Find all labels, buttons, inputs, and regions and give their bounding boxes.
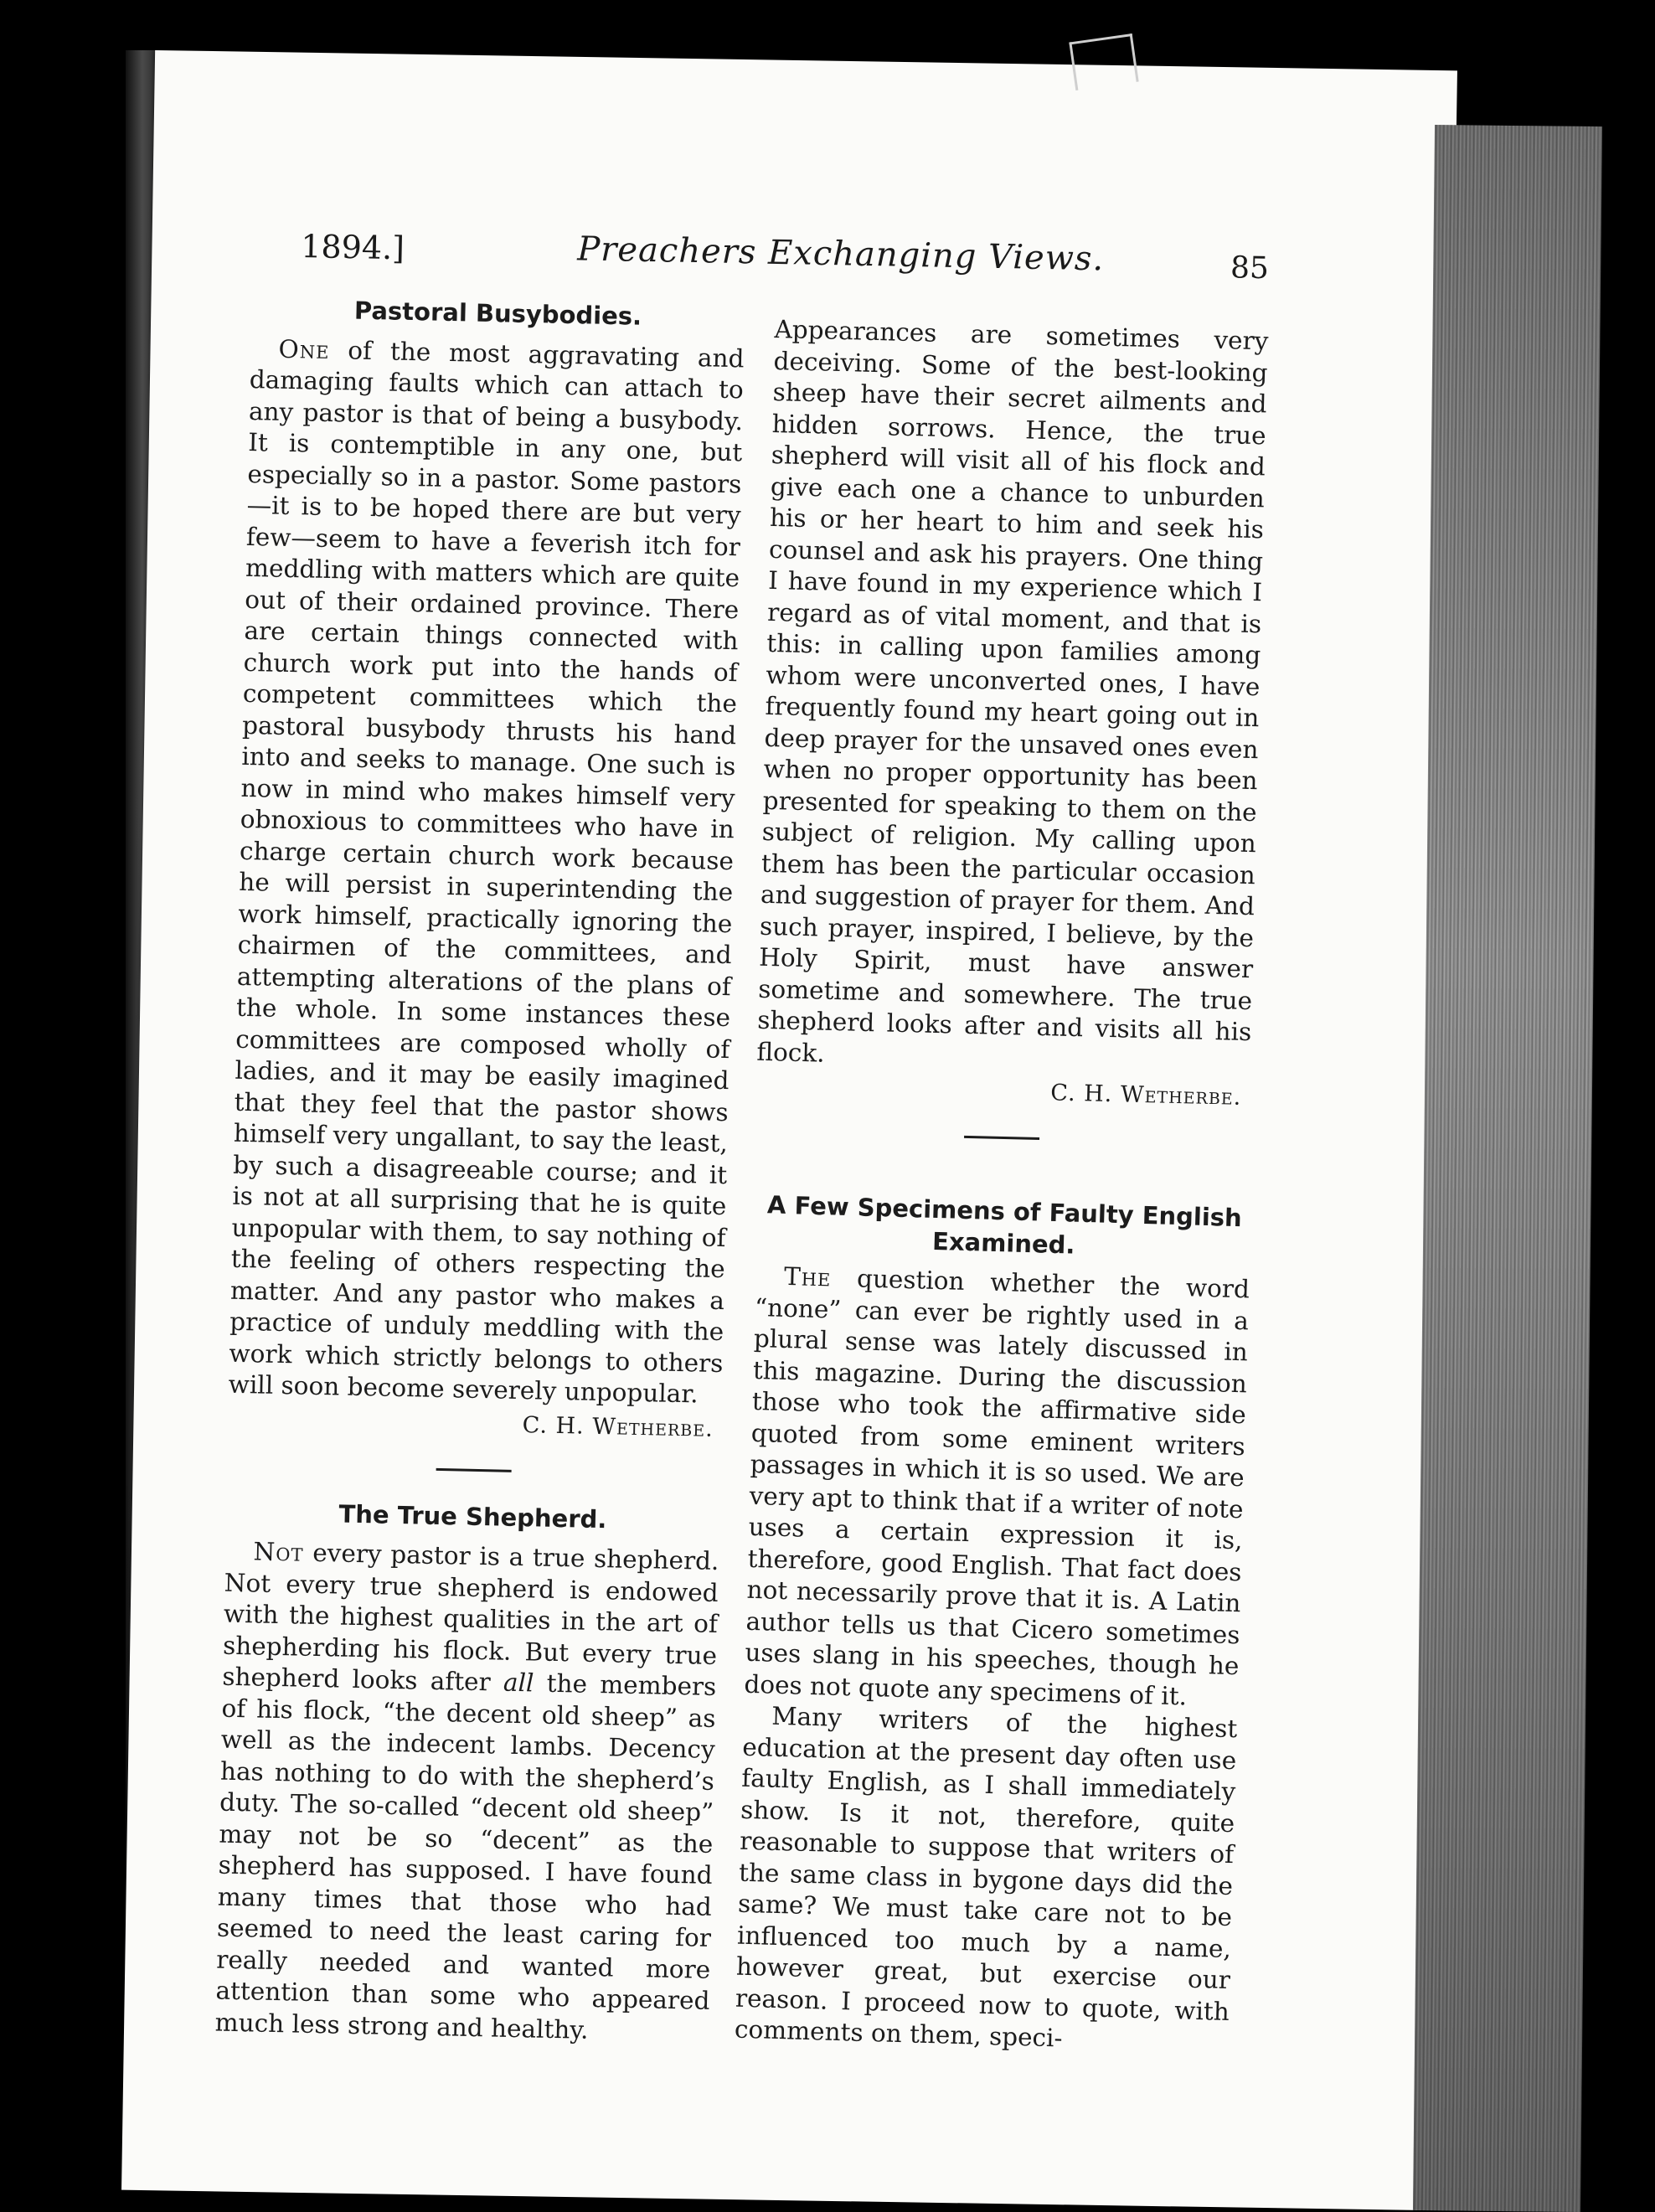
article-title-faulty-english: A Few Specimens of Faulty English Examined. [766, 1190, 1243, 1260]
body-text: of the most aggravating and damaging faults which can attach to any pastor is that of being a busybody. It is contemptible in any one, but especially so in a pastor. Some pastors—it is to be hoped there are but very few—seem to have a feverish itch for meddling with matters which are quite out of their ordained province. There are certain things connected with church work put into the hands of competent committees which the pastoral busybody thrusts his hand into and seeks to manage. One such is now in mind who makes himself very obnoxious to committees who have in charge certain church work because he will persist in superintending the work himself, practically ignoring the chairmen of the committees, and attempting alterations of the plans of the whole. In some instances these committees are composed wholly of ladies, and it may be easily imagined that they feel that the pastor shows himself very ungallant, to say the least, by such a disagreeable course; and it is not at all surprising that he is quite unpopular with them, to say nothing of the feeling of others respecting the matter. And any pastor who makes a practice of unduly meddling with the work which strictly belongs to others will soon become severely unpopular. [228, 336, 745, 1409]
italic-word: all [503, 1668, 534, 1698]
lead-word: Not [253, 1537, 304, 1568]
right-column-bottom [734, 1189, 1251, 2060]
signature-name: Wetherbe. [591, 1413, 714, 1442]
signature-true-shepherd [755, 1073, 1242, 1111]
header-year: 1894.] [300, 227, 405, 267]
page-number: 85 [1230, 250, 1270, 286]
article-para-faulty-english-1 [744, 1261, 1250, 1714]
binding-thread-mark [1069, 34, 1138, 90]
article-body-true-shepherd-continued: Appearances are sometimes very deceiving. Some of the best-looking sheep have their secret ailments and hidden sorrows. Hence, the true shepherd will visit all of his flock and give each one a chance to unburden his or her heart to him and seek his counsel and ask his prayers. One thing I have found in my experience which I regard as of vital moment, and that is this: in calling upon families among whom were unconverted ones, I have frequently found my heart going out in deep prayer for the unsaved ones even when no proper opportunity has been presented for speaking to them on the subject of religion. My calling upon them has been the particular occasion and suggestion of prayer for them. And such prayer, inspired, I believe, by the Holy Spirit, must have answer sometime and somewhere. The true shepherd looks after and visits all his flock. [756, 314, 1269, 1068]
article-para-faulty-english-2: Many writers of the highest education at the present day often use faulty English, as I shall immediately show. Is it not, therefore, quite reasonable to suppose that writers of the same class in bygone days did the same? We must take care not to be influenced too much by a name, however great, but exercise our reason. I proceed now to quote, with comments on them, speci- [734, 1702, 1238, 2053]
signature-initials: C. H. [1049, 1080, 1113, 1108]
body-text: the members of his flock, “the decent old sheep” as well as the indecent lambs. Decency has nothing to do with the shepherd’s duty. The so-called “decent old sheep” may not be so “decent” as the shepherd has supposed. I have found many times that those who had seemed to need the least caring for really needed and wanted more attention than some who appeared much less strong and healthy. [214, 1669, 717, 2044]
body-text: question whether the word “none” can ever be rightly used in a plural sense was lately discussed in this magazine. During the discussion those who took the affirmative side quoted from some eminent writers passages in which it is so used. We are very apt to think that if a writer of note uses a certain expression it is, therefore, good English. That fact does not necessarily prove that it is. A Latin author tells us that Cicero sometimes uses slang in his speeches, though he does not quote any specimens of it. [744, 1264, 1250, 1711]
signature-name: Wetherbe. [1120, 1081, 1242, 1111]
page-fore-edge-shading [1413, 125, 1602, 2212]
right-column-top [754, 314, 1269, 1175]
body-text: every pastor is a true shepherd. Not every true shepherd is endowed with the highest qualities in the art of shepherding his flock. But every true shepherd looks after [222, 1539, 719, 1697]
section-divider [964, 1136, 1039, 1140]
article-title-true-shepherd: The True Shepherd. [338, 1499, 607, 1534]
header-title: Preachers Exchanging Views. [576, 229, 1105, 279]
lead-word: The [783, 1262, 832, 1292]
article-body-pastoral-busybodies [228, 333, 745, 1411]
article-title-pastoral-busybodies: Pastoral Busybodies. [353, 296, 642, 331]
lead-word: One [278, 334, 330, 364]
section-divider [436, 1468, 512, 1472]
left-column [214, 293, 745, 2049]
article-body-true-shepherd [214, 1536, 719, 2049]
signature-initials: C. H. [522, 1411, 585, 1440]
signature-pastoral-busybodies [228, 1405, 714, 1441]
